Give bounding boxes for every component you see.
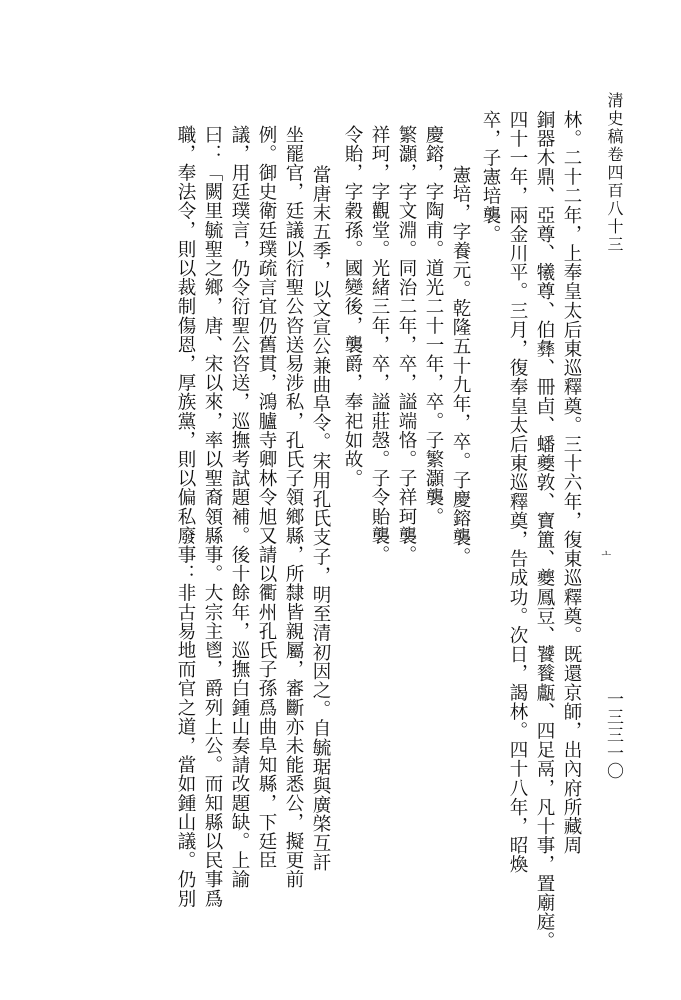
text-column-6: 慶鎔，字陶甫。道光二十一年，卒。子繁灝襲。 [423,125,444,527]
text-column-1: 林。二十二年，上奉皇太后東巡釋奠。三十六年，復東巡釋奠。既還京師，出內府所藏周 [561,110,582,855]
text-column-3: 四十一年，兩金川平。三月，復奉皇太后東巡釋奠，告成功。次日，謁林。四十八年，昭煥 [507,110,528,874]
text-column-2: 銅器木鼎、亞尊、犧尊、伯彝、冊卣、蟠夔敦、寶簠、夔鳳豆、饕餮甗、四足鬲，凡十事，置廟庭。 [534,110,555,951]
text-column-4: 卒，子憲培襲。 [480,110,501,244]
text-column-10: 當唐末五季，以文宣公兼曲阜令。宋用孔氏支子，明至清初因之。自毓琚與廣棨互訐 [310,165,331,872]
text-column-15: 職，奉法令，則以裁制傷恩，厚族黨，則以偏私廢事：非古易地而官之道，當如鍾山議。仍別 [175,125,196,909]
text-column-5: 憲培，字養元。乾隆五十九年，卒。子慶鎔襲。 [450,165,471,567]
text-column-7: 繁灝，字文淵。同治二年，卒，謚端恪。子祥珂襲。 [396,125,417,565]
page-number: 一三三一〇 [603,690,623,780]
text-column-13: 議，用廷璞言，仍令衍聖公咨送，巡撫考試題補。後十餘年，巡撫白鍾山奏請改題缺。上諭 [229,125,250,889]
text-column-11: 坐罷官，廷議以衍聖公咨送易涉私，孔氏子領鄉縣，所隸皆親屬，審斷亦未能悉公，擬更前 [283,125,304,889]
text-column-14: 曰：「闕里毓聖之鄉，唐、宋以來，率以聖裔領縣事。大宗主鬯，爵列上公。而知縣以民事爲 [202,125,223,909]
text-column-8: 祥珂，字觀堂。光緒三年，卒，謚莊愨。子令貽襲。 [369,125,390,565]
text-column-12: 例。御史衛廷璞疏言宜仍舊貫，鴻臚寺卿林令旭又請以衢州孔氏子孫爲曲阜知縣，下廷臣 [256,125,277,870]
text-column-9: 令貽，字穀孫。國變後，襲爵，奉祀如故。 [342,125,363,488]
running-header-title: 清史稿卷四百八十三 [605,92,624,254]
margin-mark: ㅗ [601,549,611,560]
